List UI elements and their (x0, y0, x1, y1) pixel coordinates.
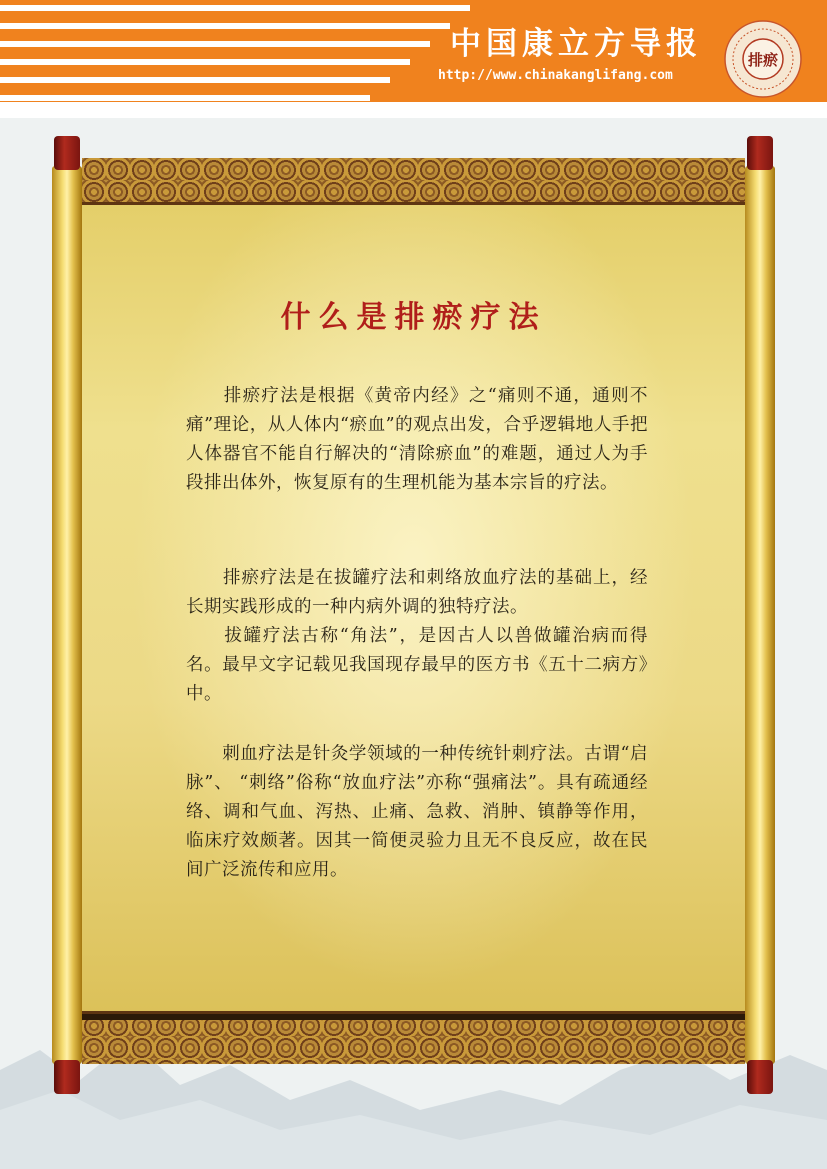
decorative-stripes (0, 0, 480, 102)
newspaper-title: 中国康立方导报 (450, 26, 702, 62)
paragraph-1: 排瘀疗法是根据《黄帝内经》之“痛则不通，通则不痛”理论，从人体内“瘀血”的观点出发，合乎逻辑地人手把人体器官不能自行解决的“清除瘀血”的难题，通过人为手段排出体外，恢复原有的生理机能为基本宗旨的疗法。 (186, 386, 648, 493)
scroll-bottom-brocade (82, 1011, 745, 1064)
scroll-left-rod (52, 136, 82, 1094)
paragraph-2: 排瘀疗法是在拔罐疗法和刺络放血疗法的基础上，经长期实践形成的一种内病外调的独特疗法。 (186, 568, 648, 617)
scroll-right-rod (745, 136, 775, 1094)
header-divider (0, 102, 827, 118)
svg-text:排瘀: 排瘀 (747, 51, 779, 69)
website-url[interactable]: http://www.chinakanglifang.com (438, 68, 673, 83)
seal-logo-icon (724, 20, 802, 98)
article-title: 什么是排瘀疗法 (280, 300, 547, 335)
scroll-top-brocade (82, 158, 745, 205)
scroll-paper (82, 158, 745, 1064)
paragraph-4: 刺血疗法是针灸学领域的一种传统针刺疗法。古谓“启脉”、 “刺络”俗称“放血疗法”亦称“强痛法”。具有疏通经络、调和气血、泻热、止痛、急救、消肿、镇静等作用，临床疗效颇著。因其一简便灵验力且无不良反应，故在民间广泛流传和应用。 (186, 744, 648, 880)
paragraph-3: 拔罐疗法古称“角法”，是因古人以兽做罐治病而得名。最早文字记载见我国现存最早的医方书《五十二病方》中。 (186, 626, 648, 704)
header-banner (0, 0, 827, 102)
